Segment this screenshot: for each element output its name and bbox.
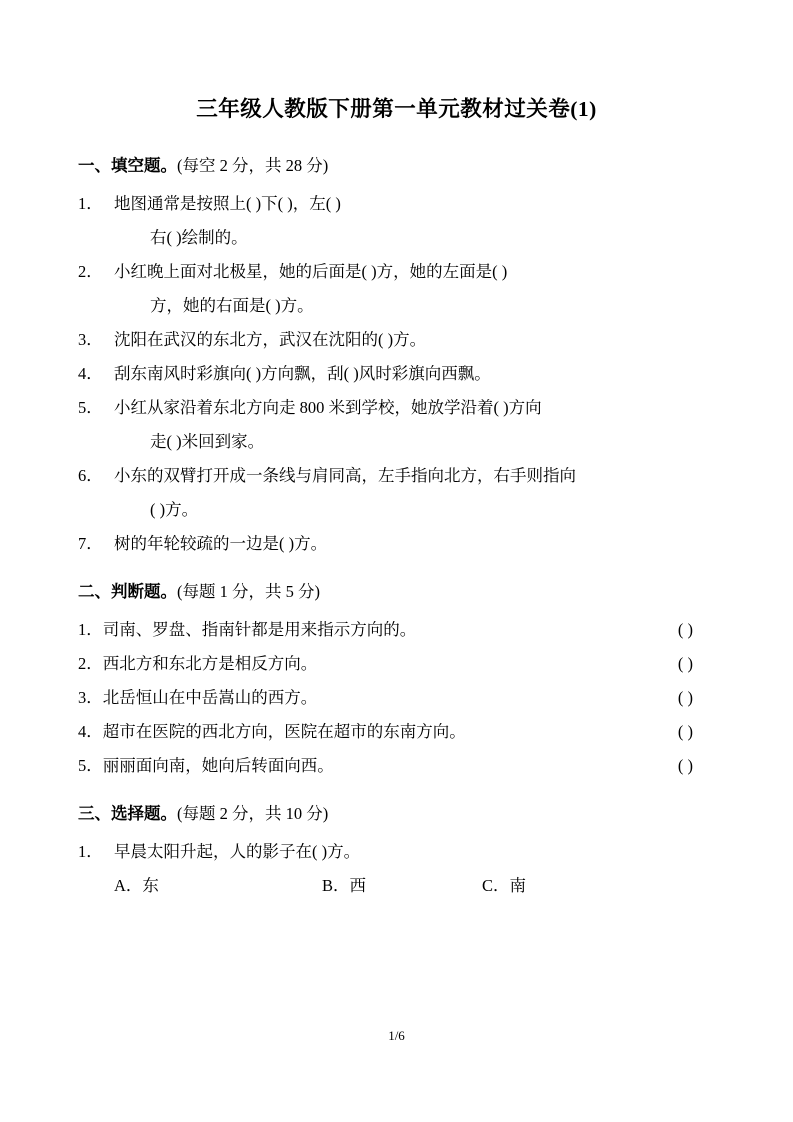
question-text: 树的年轮较疏的一边是( )方。 <box>114 534 328 553</box>
question-item <box>78 613 715 647</box>
question-item <box>78 715 715 749</box>
question-text: 沈阳在武汉的东北方，武汉在沈阳的( )方。 <box>114 330 427 349</box>
question-text: 西北方和东北方是相反方向。 <box>102 654 318 673</box>
question-text: 司南、罗盘、指南针都是用来指示方向的。 <box>102 620 417 639</box>
question-text: 地图通常是按照上( )下( )，左( ) <box>114 194 341 213</box>
page-title: 三年级人教版下册第一单元教材过关卷(1) <box>196 97 597 121</box>
question-item <box>78 255 715 323</box>
answer-parentheses[interactable]: ( ) <box>677 620 693 639</box>
question-text: 丽丽面向南，她向后转面向西。 <box>102 756 334 775</box>
question-text: 刮东南风时彩旗向( )方向飘，刮( )风时彩旗向西飘。 <box>114 364 491 383</box>
question-number: 1． <box>78 194 103 213</box>
choice-row <box>78 869 715 903</box>
section-name: 一、填空题。 <box>78 156 177 175</box>
question-number: 4． <box>78 722 103 741</box>
question-number: 4． <box>78 364 103 383</box>
answer-parentheses[interactable]: ( ) <box>677 688 693 707</box>
question-item <box>78 681 715 715</box>
question-number: 7． <box>78 534 103 553</box>
question-number: 2． <box>78 262 103 281</box>
question-item <box>78 459 715 527</box>
question-item <box>78 835 715 869</box>
question-text: 北岳恒山在中岳嵩山的西方。 <box>102 688 318 707</box>
section-heading-true-false <box>78 575 715 609</box>
section-score: (每题 2 分，共 10 分) <box>177 804 329 823</box>
answer-parentheses[interactable]: ( ) <box>677 654 693 673</box>
answer-parentheses[interactable]: ( ) <box>677 756 693 775</box>
question-number: 3． <box>78 330 103 349</box>
section-name: 二、判断题。 <box>78 582 177 601</box>
page-footer: 1/6 <box>388 1028 405 1043</box>
choice-option-b[interactable]: B．西 <box>322 876 367 895</box>
question-number: 2． <box>78 654 103 673</box>
question-item <box>78 323 715 357</box>
question-item <box>78 647 715 681</box>
section-heading-fill-in-blank <box>78 149 715 183</box>
section-heading-multiple-choice <box>78 797 715 831</box>
question-text: 早晨太阳升起，人的影子在( )方。 <box>114 842 361 861</box>
question-text: 超市在医院的西北方向，医院在超市的东南方向。 <box>102 722 466 741</box>
question-number: 1． <box>78 842 103 861</box>
choice-option-a[interactable]: A．东 <box>114 876 159 895</box>
question-number: 5． <box>78 398 103 417</box>
answer-parentheses[interactable]: ( ) <box>677 722 693 741</box>
question-text: 小东的双臂打开成一条线与肩同高，左手指向北方，右手则指向 <box>114 466 576 485</box>
question-text-line2: 右( )绘制的。 <box>150 228 248 247</box>
question-text-line2: 方，她的右面是( )方。 <box>150 296 314 315</box>
section-score: (每空 2 分，共 28 分) <box>177 156 329 175</box>
question-text-line2: 走( )米回到家。 <box>150 432 265 451</box>
question-number: 3． <box>78 688 103 707</box>
question-number: 5． <box>78 756 103 775</box>
question-item <box>78 187 715 255</box>
question-number: 6． <box>78 466 103 485</box>
question-text: 小红从家沿着东北方向走 800 米到学校，她放学沿着( )方向 <box>114 398 542 417</box>
question-item <box>78 357 715 391</box>
question-number: 1． <box>78 620 103 639</box>
section-name: 三、选择题。 <box>78 804 177 823</box>
question-item <box>78 527 715 561</box>
question-text: 小红晚上面对北极星，她的后面是( )方，她的左面是( ) <box>114 262 508 281</box>
question-item <box>78 391 715 459</box>
question-text-line2: ( )方。 <box>150 500 199 519</box>
section-score: (每题 1 分，共 5 分) <box>177 582 320 601</box>
choice-option-c[interactable]: C．南 <box>482 876 527 895</box>
question-item <box>78 749 715 783</box>
